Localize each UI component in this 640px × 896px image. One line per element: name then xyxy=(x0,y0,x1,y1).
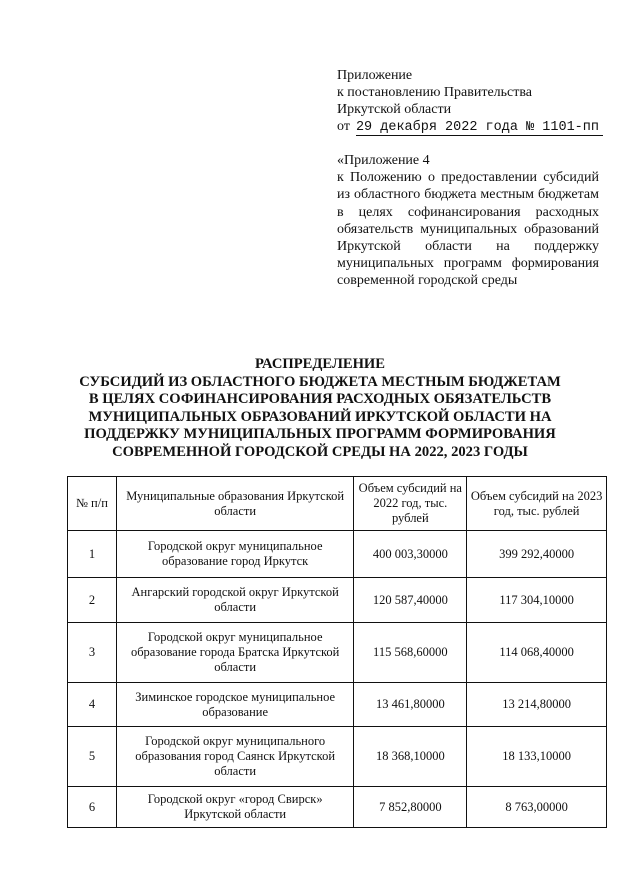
header-2023: Объем субсидий на 2023 год, тыс. рублей xyxy=(467,477,607,531)
distribution-table xyxy=(67,476,607,828)
heading-line: РАСПРЕДЕЛЕНИЕ xyxy=(254,356,386,372)
annex-body: к Положению о предоставлении субсидий из областного бюджета местным бюджетам в целях софинансирования расходных обязательств муниципальных образований Иркутской области на поддержку муниципальных программ формирования современной городской среды xyxy=(337,170,599,289)
row-amount-2022: 7 852,80000 xyxy=(354,787,467,828)
row-amount-2022: 18 368,10000 xyxy=(354,727,467,787)
row-amount-2022: 115 568,60000 xyxy=(354,623,467,683)
row-amount-2023: 117 304,10000 xyxy=(467,578,607,623)
table-header-row xyxy=(68,477,607,531)
heading-line: ПОДДЕРЖКУ МУНИЦИПАЛЬНЫХ ПРОГРАММ ФОРМИРОВАНИЯ xyxy=(84,426,556,443)
approval-line: Иркутской области xyxy=(337,102,452,117)
row-amount-2022: 400 003,30000 xyxy=(354,531,467,578)
table-row xyxy=(68,623,607,683)
row-municipality: Зиминское городское муниципальное образование xyxy=(116,683,354,727)
table-row xyxy=(68,683,607,727)
approval-line: к постановлению Правительства xyxy=(337,85,533,100)
header-2022: Объем субсидий на 2022 год, тыс. рублей xyxy=(354,477,467,531)
row-number: 3 xyxy=(68,623,117,683)
heading-line: В ЦЕЛЯХ СОФИНАНСИРОВАНИЯ РАСХОДНЫХ ОБЯЗАТЕЛЬСТВ xyxy=(88,391,552,408)
table-row xyxy=(68,787,607,828)
row-municipality: Городской округ муниципальное образование город Иркутск xyxy=(116,531,354,578)
row-amount-2022: 13 461,80000 xyxy=(354,683,467,727)
heading-line: СУБСИДИЙ ИЗ ОБЛАСТНОГО БЮДЖЕТА МЕСТНЫМ БЮДЖЕТАМ xyxy=(79,373,561,390)
header-municipality: Муниципальные образования Иркутской области xyxy=(116,477,354,531)
annex-block xyxy=(337,152,599,290)
row-number: 5 xyxy=(68,727,117,787)
table-row xyxy=(68,578,607,623)
date-prefix: от xyxy=(337,119,350,134)
row-municipality: Городской округ муниципальное образование города Братска Иркутской области xyxy=(116,623,354,683)
row-number: 4 xyxy=(68,683,117,727)
row-number: 1 xyxy=(68,531,117,578)
row-amount-2023: 13 214,80000 xyxy=(467,683,607,727)
row-amount-2023: 114 068,40000 xyxy=(467,623,607,683)
row-municipality: Городской округ «город Свирск» Иркутской области xyxy=(116,787,354,828)
document-heading xyxy=(60,356,580,462)
row-municipality: Городской округ муниципального образования город Саянск Иркутской области xyxy=(116,727,354,787)
row-amount-2023: 18 133,10000 xyxy=(467,727,607,787)
row-amount-2022: 120 587,40000 xyxy=(354,578,467,623)
row-number: 2 xyxy=(68,578,117,623)
approval-line: Приложение xyxy=(337,68,413,83)
heading-line: МУНИЦИПАЛЬНЫХ ОБРАЗОВАНИЙ ИРКУТСКОЙ ОБЛАСТИ НА xyxy=(88,408,552,425)
table-row xyxy=(68,531,607,578)
row-amount-2023: 399 292,40000 xyxy=(467,531,607,578)
approval-date-line xyxy=(337,118,599,136)
row-municipality: Ангарский городской округ Иркутской области xyxy=(116,578,354,623)
approval-block xyxy=(337,67,599,136)
table-row xyxy=(68,727,607,787)
row-number: 6 xyxy=(68,787,117,828)
annex-title: «Приложение 4 xyxy=(337,153,430,168)
heading-line: СОВРЕМЕННОЙ ГОРОДСКОЙ СРЕДЫ НА 2022, 2023 ГОДЫ xyxy=(112,443,528,460)
header-number: № п/п xyxy=(68,477,117,531)
row-amount-2023: 8 763,00000 xyxy=(467,787,607,828)
resolution-date-number: 29 декабря 2022 года № 1101-пп xyxy=(356,120,603,136)
